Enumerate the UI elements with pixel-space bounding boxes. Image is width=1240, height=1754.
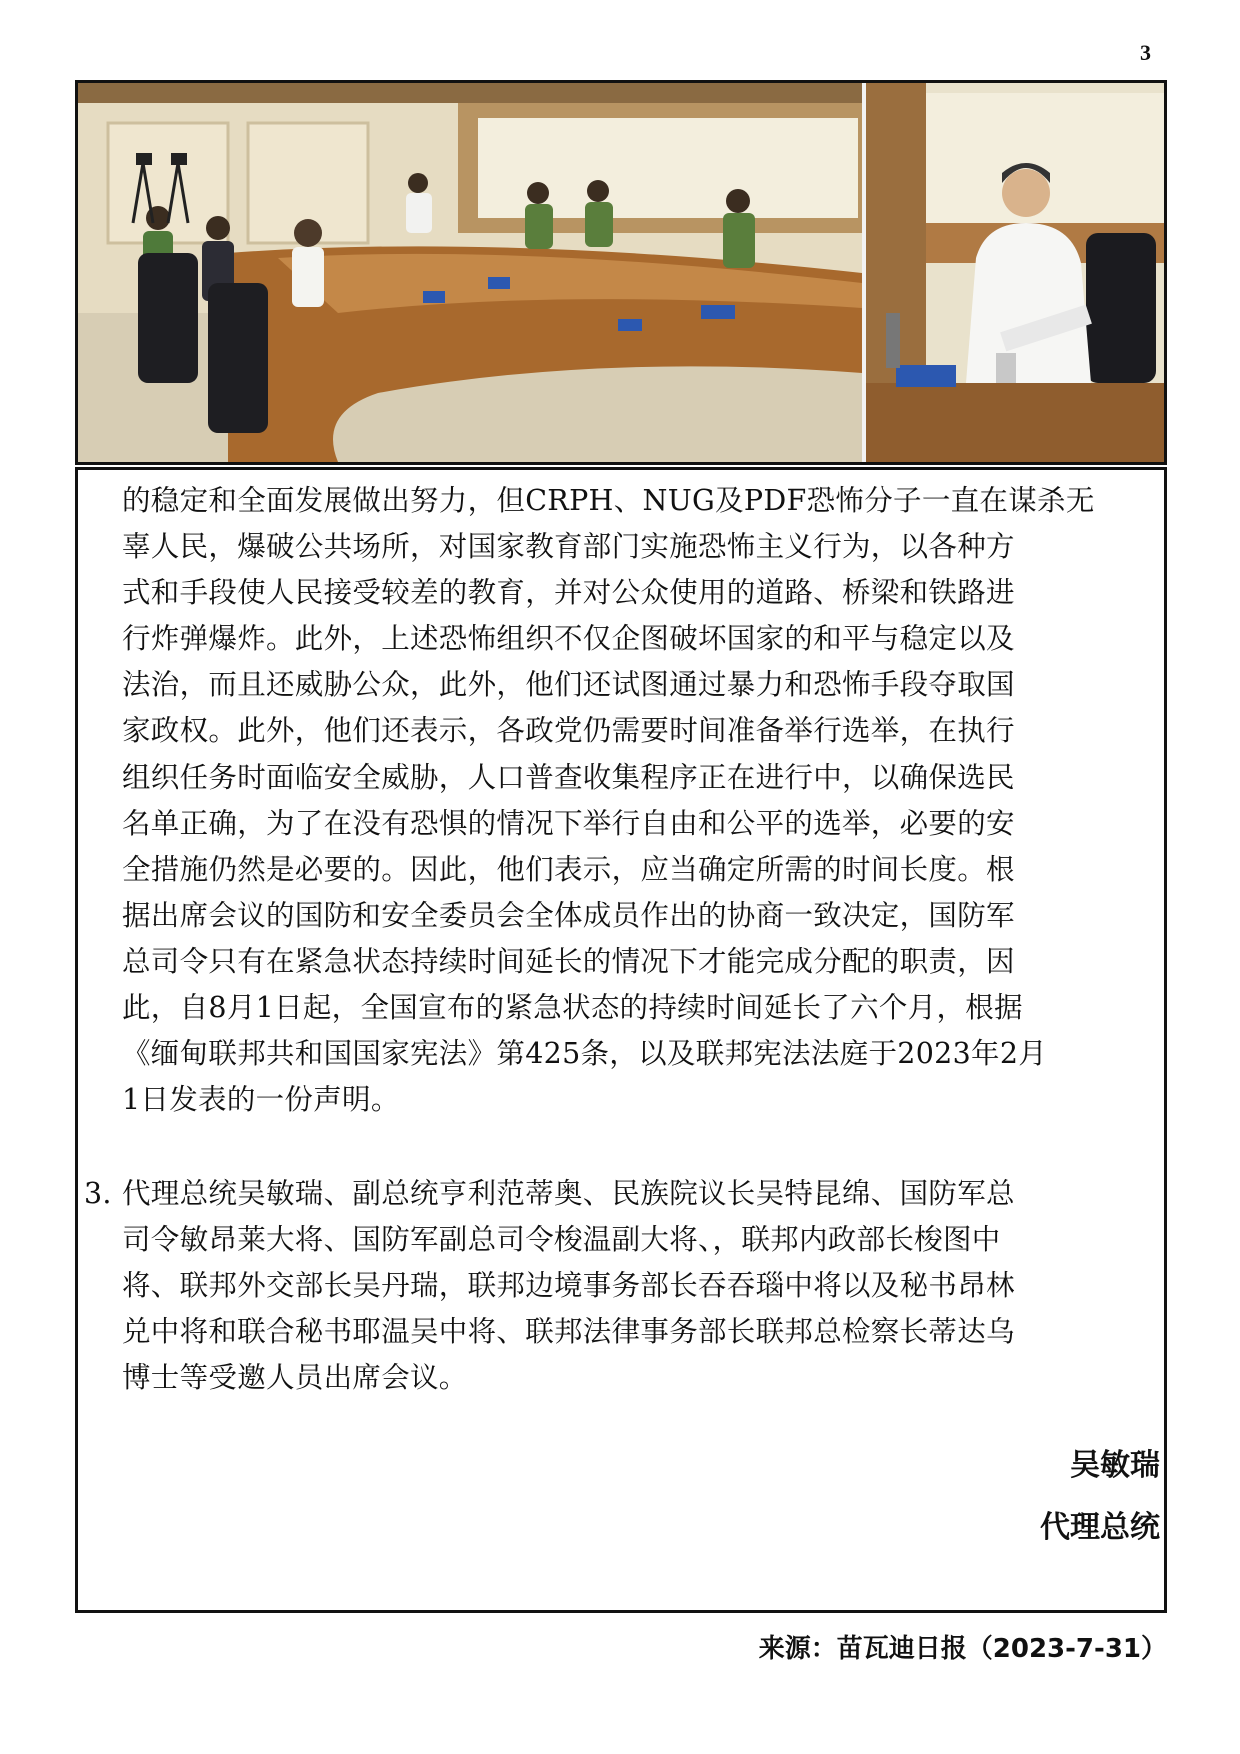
text-line: 博士等受邀人员出席会议。 (122, 1361, 468, 1395)
text-line: 此，自8月1日起，全国宣布的紧急状态的持续时间延长了六个月，根据 (122, 991, 1023, 1025)
speaker-photo (866, 83, 1164, 462)
text-line: 家政权。此外，他们还表示，各政党仍需要时间准备举行选举，在执行 (122, 714, 1015, 748)
text-line: 1日发表的一份声明。 (122, 1083, 400, 1117)
text-line: 辜人民，爆破公共场所，对国家教育部门实施恐怖主义行为，以各种方 (122, 530, 1015, 564)
text-line: 据出席会议的国防和安全委员会全体成员作出的协商一致决定，国防军 (122, 898, 1015, 932)
signature-name: 吴敏瑞 (1070, 1448, 1160, 1483)
text-line: 兑中将和联合秘书耶温吴中将、联邦法律事务部长联邦总检察长蒂达乌 (122, 1315, 1015, 1349)
text-line: 组织任务时面临安全威胁，人口普查收集程序正在进行中，以确保选民 (122, 760, 1015, 794)
paragraph-number: 3. (84, 1177, 112, 1210)
text-line: 法治，而且还威胁公众，此外，他们还试图通过暴力和恐怖手段夺取国 (122, 668, 1015, 702)
signature-title: 代理总统 (1040, 1510, 1160, 1545)
text-line: 司令敏昂莱大将、国防军副总司令梭温副大将、，联邦内政部长梭图中 (122, 1223, 1001, 1257)
article-paragraph (122, 478, 1162, 1123)
source-citation: 来源：苗瓦迪日报（2023-7-31） (758, 1634, 1167, 1664)
text-line: 总司令只有在紧急状态持续时间延长的情况下才能完成分配的职责，因 (122, 944, 1015, 978)
text-line: 的稳定和全面发展做出努力，但CRPH、NUG及PDF恐怖分子一直在谋杀无 (122, 484, 1095, 517)
text-line: 代理总统吴敏瑞、副总统亨利范蒂奥、民族院议长吴特昆绵、国防军总 (122, 1177, 1015, 1210)
photo-banner (75, 80, 1167, 465)
text-line: 式和手段使人民接受较差的教育，并对公众使用的道路、桥梁和铁路进 (122, 576, 1015, 610)
text-line: 名单正确，为了在没有恐惧的情况下举行自由和公平的选举，必要的安 (122, 806, 1015, 840)
text-line: 将、联邦外交部长吴丹瑞，联邦边境事务部长吞吞瑙中将以及秘书昂林 (122, 1269, 1015, 1303)
page-number: 3 (1140, 40, 1151, 65)
text-line: 行炸弹爆炸。此外，上述恐怖组织不仅企图破坏国家的和平与稳定以及 (122, 622, 1015, 656)
text-line: 全措施仍然是必要的。因此，他们表示，应当确定所需的时间长度。根 (122, 852, 1015, 886)
text-line: 《缅甸联邦共和国国家宪法》第425条，以及联邦宪法法庭于2023年2月 (122, 1037, 1048, 1071)
meeting-room-photo (78, 83, 862, 462)
